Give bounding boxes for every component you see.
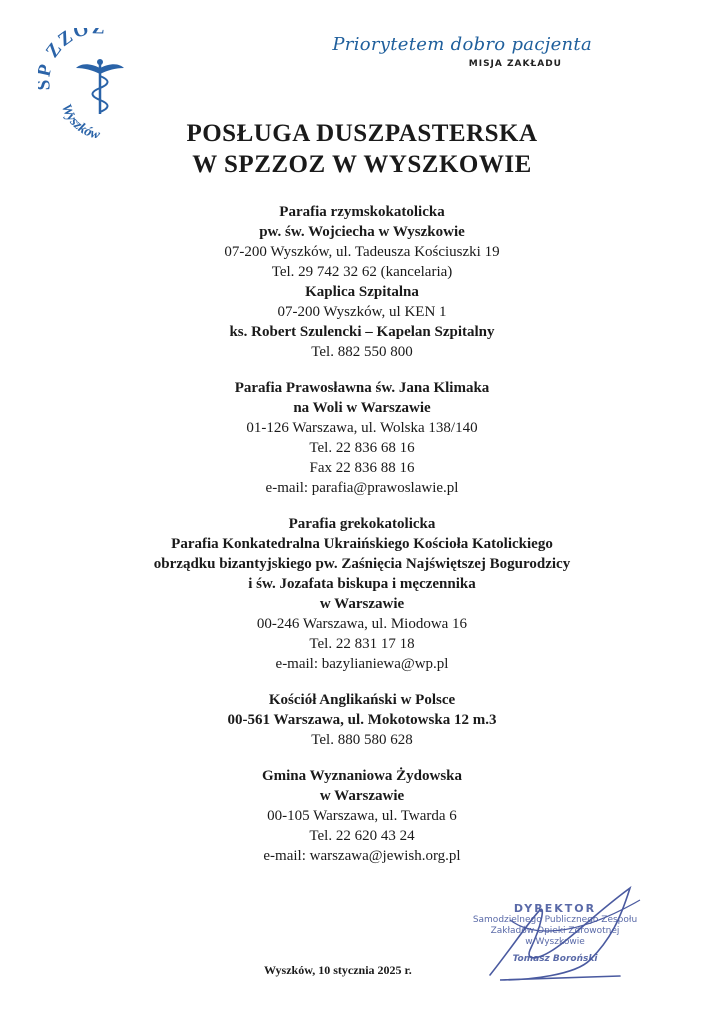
document-date: Wyszków, 10 stycznia 2025 r. [264, 963, 412, 977]
contact-heading: Kaplica Szpitalna [305, 284, 419, 300]
contact-detail: 00-105 Warszawa, ul. Twarda 6 [267, 808, 457, 824]
slogan: Priorytetem dobro pacjenta [332, 34, 592, 55]
contacts-list [0, 202, 724, 882]
contact-heading: na Woli w Warszawie [293, 400, 431, 416]
contact-detail: Tel. 22 836 68 16 [309, 440, 415, 456]
contact-detail: Tel. 22 831 17 18 [309, 636, 415, 652]
stamp-org-line-3: w Wyszkowie [525, 937, 585, 947]
contact-heading: Parafia rzymskokatolicka [279, 204, 445, 220]
contact-heading: Parafia Konkatedralna Ukraińskiego Kościoła Katolickiego [171, 536, 553, 552]
logo-text-bottom: Wyszków [57, 102, 102, 138]
title-line-1: POSŁUGA DUSZPASTERSKA [186, 120, 538, 147]
contact-detail: e-mail: parafia@prawoslawie.pl [265, 480, 459, 496]
contact-detail: Tel. 882 550 800 [311, 344, 413, 360]
contact-detail: Tel. 22 620 43 24 [309, 828, 415, 844]
contact-block [0, 202, 724, 362]
contact-detail: 07-200 Wyszków, ul. Tadeusza Kościuszki 19 [224, 244, 500, 260]
title-line-2: W SPZZOZ W WYSZKOWIE [192, 151, 532, 178]
contact-detail: 00-246 Warszawa, ul. Miodowa 16 [256, 616, 468, 632]
logo-text-top: ZZO [41, 28, 94, 62]
contact-heading: Parafia Prawosławna św. Jana Klimaka [234, 380, 490, 396]
contact-heading: w Warszawie [319, 596, 405, 612]
stamp-role: DYREKTOR [513, 902, 597, 915]
contact-block [0, 378, 724, 498]
contact-block [0, 514, 724, 674]
contact-detail: 01-126 Warszawa, ul. Wolska 138/140 [246, 420, 478, 436]
contact-detail: e-mail: bazylianiewa@wp.pl [275, 656, 449, 672]
stamp-org-line-1: Samodzielnego Publicznego Zespołu [472, 915, 638, 925]
contact-detail: Tel. 29 742 32 62 (kancelaria) [271, 264, 453, 280]
contact-block [0, 766, 724, 866]
contact-heading: i św. Jozafata biskupa i męczennika [248, 576, 476, 592]
contact-heading: w Warszawie [319, 788, 405, 804]
mission-label: MISJA ZAKŁADU [468, 59, 562, 69]
contact-heading: obrządku bizantyjskiego pw. Zaśnięcia Najświętszej Bogurodzicy [153, 556, 571, 572]
contact-detail: Tel. 880 580 628 [311, 732, 413, 748]
motto [332, 34, 592, 69]
contact-heading: pw. św. Wojciecha w Wyszkowie [259, 224, 465, 240]
contact-block [0, 690, 724, 750]
contact-heading: Parafia grekokatolicka [288, 516, 436, 532]
contact-heading: Gmina Wyznaniowa Żydowska [261, 768, 463, 784]
contact-detail: Fax 22 836 88 16 [309, 460, 415, 476]
contact-detail: 07-200 Wyszków, ul KEN 1 [277, 304, 447, 320]
svg-text:SP ZZOZ [38, 28, 107, 91]
stamp-name: Tomasz Boroński [512, 954, 598, 964]
director-stamp [455, 902, 655, 964]
contact-detail: e-mail: warszawa@jewish.org.pl [263, 848, 461, 864]
contact-heading: Kościół Anglikański w Polsce [268, 692, 456, 708]
stamp-org-line-2: Zakładów Opieki Zdrowotnej [490, 926, 620, 936]
page-title [0, 118, 724, 180]
contact-heading: ks. Robert Szulencki – Kapelan Szpitalny [229, 324, 495, 340]
contact-heading: 00-561 Warszawa, ul. Mokotowska 12 m.3 [227, 712, 497, 728]
